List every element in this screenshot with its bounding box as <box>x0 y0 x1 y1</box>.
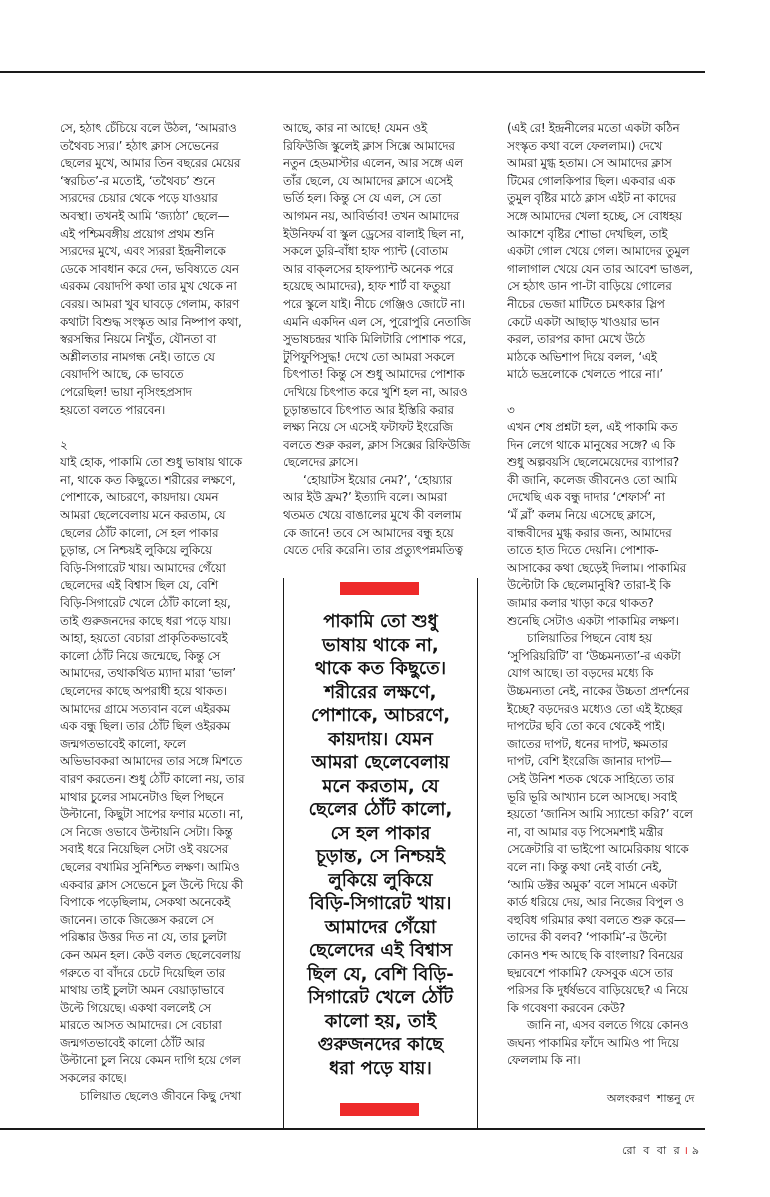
text-line: দিন লেগে থাকে মানুষের সঙ্গে? এ কি <box>507 437 675 452</box>
text-line: যেতে দেরি করেনি। তার প্রত্যুৎপন্নমতিত্ব <box>283 543 463 558</box>
text-line: জানেন। তাকে জিজ্ঞেস করলে সে <box>60 912 214 927</box>
text-line: বিড়ি-সিগারেট খায়। আমাদের গেঁয়ো <box>60 560 226 575</box>
text-line: অশ্লীলতার নামগন্ধ নেই। তাতে যে <box>60 349 215 364</box>
text-line: জন্মগতভাবেই কালো ঠোঁট আর <box>60 1035 205 1050</box>
pull-quote-line: কালো হয়, তাই <box>324 1010 437 1032</box>
text-line: ছদ্মবেশে পাকামি? ফেসবুক এসে তার <box>507 965 673 980</box>
text-line: চূড়ান্তভাবে চিৎপাত আর ইস্তিরি করার <box>283 402 454 417</box>
text-line: কেন অমন হল। কেউ বলত ছেলেবেলায় <box>60 947 241 962</box>
text-line: এমনি একদিন এল সে, পুরোপুরি নেতাজি <box>283 314 471 329</box>
text-line: মারতে আসত আমাদের। সে বেচারা <box>60 1018 222 1033</box>
text-line: তাই গুরুজনদের কাছে ধরা পড়ে যায়। <box>60 613 231 628</box>
text-line: রিফিউজি স্কুলেই ক্লাস সিক্সে আমাদের <box>283 138 455 153</box>
text-line: আকাশে বৃষ্টির শোভা দেখছিল, তাই <box>507 226 668 241</box>
text-line: তাতে হাত দিতে দেয়নি। পোশাক- <box>507 543 659 558</box>
text-line: এরকম বেয়াদপি কথা তার মুখ থেকে না <box>60 279 237 294</box>
text-line: হয়তো ‘জানিস আমি স্যান্ডো করি?’ বলে <box>507 807 693 822</box>
text-line: এই পশ্চিমবঙ্গীয় প্রয়োগ প্রথম শুনি <box>60 226 215 241</box>
text-line: ছেলেদের এই বিশ্বাস ছিল যে, বেশি <box>60 578 218 593</box>
text-line: এখন শেষ প্রশ্নটা হল, এই পাকামি কত <box>507 420 678 435</box>
pull-quote-line: কায়দায়। যেমন <box>328 728 433 750</box>
text-line: সবাই ধরে নিয়েছিল সেটা ওই বয়সের <box>60 842 229 857</box>
page-footer <box>622 1142 701 1161</box>
pull-quote-line: চূড়ান্ত, সে নিশ্চয়ই <box>316 846 445 867</box>
text-line: ছেলের মুখে, আমার তিন বছরের মেয়ের <box>60 156 241 171</box>
text-line: ভূরি ভূরি আখ্যান চলে আসছে। সবাই <box>507 789 677 804</box>
text-line: ‘স্বরচিত’-র মতোই, ‘তথৈবচ’ শুনে <box>60 173 215 188</box>
text-line: কী জানি, কলেজ জীবনেও তো আমি <box>507 472 677 487</box>
text-line: দেখেছি এক বন্ধু দাদার ‘শেফার্স’ না <box>507 490 665 505</box>
text-line: হয়েছে আমাদের), হাফ শার্ট বা ফতুয়া <box>283 279 451 294</box>
text-line: শুনেছি সেটাও একটা পাকামির লক্ষণ। <box>507 613 679 628</box>
pull-quote-line: মনে করতাম, যে <box>322 775 439 797</box>
text-line: উচ্চমন্যতা নেই, নাকের উচ্চতা প্রদর্শনের <box>507 684 690 698</box>
text-line: জানি না, এসব বলতে গিয়ে কোনও <box>527 1018 689 1033</box>
text-line: পোশাকে, আচরণে, কায়দায়। যেমন <box>60 490 219 505</box>
text-line: গরুতে বা বাঁদরে চেটে দিয়েছিল তার <box>60 965 226 980</box>
text-line: উল্টে গিয়েছে। একথা বললেই সে <box>60 1000 211 1015</box>
article-column-3 <box>507 120 719 1070</box>
footer-separator: । <box>683 1144 690 1157</box>
pull-quote-line: ছেলের ঠোঁট কালো, <box>308 799 453 820</box>
pull-quote-text <box>284 610 477 1080</box>
text-line: বলে না। কিন্তু কথা নেই বার্তা নেই, <box>507 859 662 874</box>
text-line: স্যরদের চেয়ার থেকে পড়ে যাওয়ার <box>60 191 218 206</box>
pull-quote-line: পোশাকে, আচরণে, <box>310 705 451 726</box>
pull-quote-line: ভাষায় থাকে না, <box>322 634 439 656</box>
text-line: চিৎপাত! কিন্তু সে শুধু আমাদের পোশাক <box>283 367 465 382</box>
text-line: সুভাষচন্দ্রর খাকি মিলিটারি পোশাক পরে, <box>283 332 466 347</box>
text-line: ফেললাম কি না। <box>507 1053 581 1068</box>
text-line: টুপিফুপিসুদ্ধ! দেখে তো আমরা সকলে <box>283 349 455 364</box>
text-line: ছেলের ঠোঁট কালো, সে হল পাকার <box>60 525 219 540</box>
section-number: ২ <box>60 437 68 452</box>
text-line: দাপটের ছবি তো কবে থেকেই পাই। <box>507 719 665 734</box>
pull-quote-line: ছিল যে, বেশি বিড়ি- <box>307 963 454 985</box>
text-line: দাপট, বেশি ইংরেজি জানার দাপট— <box>507 754 672 769</box>
text-line: ‘মঁ ব্লাঁ’ কলম নিয়ে এসেছে ক্লাসে, <box>507 508 656 523</box>
text-line: কোনও শব্দ আছে কি বাংলায়? বিনয়ের <box>507 947 683 962</box>
text-line: টিমের গোলকিপার ছিল। একবার এক <box>507 173 675 188</box>
text-line: আমাদের, তথাকথিত ম্যাদা মারা ‘ভাল’ <box>60 666 236 681</box>
text-line: ‘আমি ডক্টর অমুক’ বলে সামনে একটা <box>507 877 678 892</box>
text-line: আহা, হয়তো বেচারা প্রাকৃতিকভাবেই <box>60 631 228 646</box>
text-line: আর বাক্‌লসের হাফপ্যান্ট অনেক পরে <box>283 261 454 276</box>
text-line: কি গবেষণা করবেন কেউ? <box>507 1000 626 1015</box>
pull-quote-line: বিড়ি-সিগারেট খায়। <box>309 893 452 914</box>
illustration-credit <box>607 1090 694 1109</box>
text-line: উল্টানো চুল নিয়ে কেমন দাগি হয়ে গেল <box>60 1053 241 1068</box>
text-line: সকলের কাছে। <box>60 1071 127 1086</box>
text-line: সঙ্গে আমাদের খেলা হচ্ছে, সে বোধহয় <box>507 208 682 223</box>
text-line: না, বা আমার বড় পিসেমশাই মন্ত্রীর <box>507 824 664 839</box>
text-line: মাঠে ভদ্রলোকে খেলতে পারে না।’ <box>507 367 663 382</box>
article-column-1 <box>60 120 272 1105</box>
text-line: মাঠকে অভিশাপ দিয়ে বলল, ‘এই <box>507 349 657 364</box>
text-line: আছে, কার না আছে! যেমন ওই <box>283 121 427 135</box>
text-line: আমাদের গ্রামে সত্যবান বলে এইরকম <box>60 701 230 716</box>
text-line: বলতে শুরু করল, ক্লাস সিক্সের রিফিউজি <box>283 437 471 452</box>
text-line: একবার ক্লাস সেভেনে চুল উল্টে দিয়ে কী <box>60 877 243 892</box>
paragraph-gap <box>507 384 719 402</box>
text-line: আমরা মুগ্ধ হতাম। সে আমাদের ক্লাস <box>507 156 672 171</box>
text-line: ছেলেদের কাছে অপরাধী হয়ে থাকত। <box>60 684 227 698</box>
text-line: পরিষ্কার উত্তর দিত না যে, তার চুলটা <box>60 930 227 945</box>
pull-quote-line: থাকে কত কিছুতে। <box>314 658 447 679</box>
text-line: ছেলের বখামির সুনিশ্চিত লক্ষণ। আমিও <box>60 859 240 874</box>
text-line: জামার কলার খাড়া করে থাকত? <box>507 596 654 611</box>
credit-name: শান্তনু দে <box>656 1092 695 1105</box>
text-line: বহুবিধ গরিমার কথা বলতে শুরু করে— <box>507 912 686 927</box>
text-line: বেয়াদপি আছে, কে ভাবতে <box>60 367 184 382</box>
text-line: সকলে ডুরি-বাঁধা হাফ প্যান্ট (বোতাম <box>283 244 448 259</box>
text-line: একটা গোল খেয়ে গেল। আমাদের তুমুল <box>507 244 690 259</box>
text-line: তাদের কী বলব? ‘পাকামি’-র উল্টো <box>507 930 667 945</box>
text-line: কে জানে! তবে সে আমাদের বন্ধু হয়ে <box>283 525 454 540</box>
text-line: মাথার চুলের সামনেটাও ছিল পিছনে <box>60 789 224 804</box>
text-line: নতুন হেডমাস্টার এলেন, আর সঙ্গে এল <box>283 156 463 171</box>
page-number: ৯ <box>691 1144 701 1157</box>
text-line: থতমত খেয়ে বাঙালের মুখে কী বললাম <box>283 508 462 523</box>
text-line: গালাগাল খেয়ে যেন তার আবেশ ভাঙল, <box>507 261 693 276</box>
pull-quote-accent-bar-top <box>340 582 419 595</box>
text-line: কেটে একটা আছাড় খাওয়ার ভান <box>507 314 660 329</box>
text-line: ইচ্ছে? বড়দেরও মধ্যেও তো এই ইচ্ছের <box>507 701 683 716</box>
text-line: যাই হোক, পাকামি তো শুধু ভাষায় থাকে <box>60 455 242 470</box>
pull-quote-line: গুরুজনদের কাছে <box>317 1034 444 1055</box>
pull-quote-line: ধরা পড়ে যায়। <box>329 1057 432 1079</box>
text-line: কথাটা বিশুদ্ধ সংস্কৃত আর নিষ্পাপ কথা, <box>60 314 242 329</box>
text-line: তুমুল বৃষ্টির মাঠে ক্লাস এইট না কাদের <box>507 191 676 206</box>
text-line: তথৈবচ স্যর।’ হঠাৎ ক্লাস সেভেনের <box>60 138 219 153</box>
pull-quote-line: লুকিয়ে লুকিয়ে <box>328 869 433 891</box>
pull-quote-line: আমাদের গেঁয়ো <box>324 916 437 938</box>
text-line: ‘হোয়াটস ইয়োর নেম?’, ‘হোয়্যার <box>303 472 452 487</box>
text-line: লক্ষ্য নিয়ে সে এসেই ফটাফট ইংরেজি <box>283 420 453 435</box>
credit-label: অলংকরণ <box>607 1092 650 1105</box>
text-line: সংস্কৃত কথা বলে ফেললাম।) দেখে <box>507 138 662 153</box>
text-line: স্বরসন্ধির নিয়মে নিখুঁত, যৌনতা বা <box>60 332 217 347</box>
pull-quote-line: পাকামি তো শুধু <box>323 611 438 632</box>
text-line: ভর্তি হল। কিন্তু সে যে এল, সে তো <box>283 191 442 206</box>
bottom-rule <box>0 1128 705 1130</box>
text-line: সে নিজে ওভাবে উল্টায়নি সেটা। কিন্তু <box>60 824 233 839</box>
text-line: জঘন্য পাকামির ফাঁদে আমিও পা দিয়ে <box>507 1035 679 1050</box>
text-line: উল্টোটা কি ছেলেমানুষি? তারা-ই কি <box>507 578 671 593</box>
pull-quote-line: শরীরের লক্ষণে, <box>324 681 437 703</box>
pull-quote-box <box>283 578 478 1128</box>
pull-quote-line: ছেলেদের এই বিশ্বাস <box>308 940 453 961</box>
text-line: কার্ড ধরিয়ে দেয়, আর নিজের বিপুল ও <box>507 895 684 910</box>
paragraph-gap <box>60 419 272 437</box>
text-line: বেরয়। আমরা খুব ঘাবড়ে গেলাম, কারণ <box>60 296 240 311</box>
text-line: তাঁর ছেলে, যে আমাদের ক্লাসে এসেই <box>283 173 453 188</box>
text-line: সে, হঠাৎ চেঁচিয়ে বলে উঠল, ‘আমরাও <box>60 121 237 135</box>
top-rule <box>0 71 705 73</box>
text-line: হয়তো বলতে পারবেন। <box>60 402 166 417</box>
text-line: চূড়ান্ত, সে নিশ্চয়ই লুকিয়ে লুকিয়ে <box>60 543 212 558</box>
text-line: (এই রে! ইন্দ্রনীলের মতো একটা কঠিন <box>507 121 680 135</box>
text-line: না, থাকে কত কিছুতে। শরীরের লক্ষণে, <box>60 472 236 487</box>
article-column-2 <box>283 120 495 560</box>
text-line: সেক্রেটারি বা ভাইপো আমেরিকায় থাকে <box>507 842 689 857</box>
text-line: ছেলেদের ক্লাসে। <box>283 455 358 470</box>
text-line: এক বন্ধু ছিল। তার ঠোঁট ছিল ওইরকম <box>60 719 231 734</box>
text-line: চালিয়াত ছেলেও জীবনে কিছু দেখা <box>80 1088 241 1103</box>
text-line: চালিয়াতির পিছনে বোধ হয় <box>527 631 652 646</box>
text-line: পরিসর কি দুর্ধর্ষভবে বাড়িয়েছে? এ নিয়ে <box>507 983 688 998</box>
text-line: যোগ আছে। তা বড়দের মধ্যে কি <box>507 666 654 681</box>
pull-quote-line: সিগারেট খেলে ঠোঁট <box>307 987 454 1008</box>
text-line: বারণ করতেন। শুধু ঠোঁট কালো নয়, তার <box>60 771 245 786</box>
pull-quote-accent-bar-bottom <box>340 1103 419 1116</box>
text-line: ‘সুপিরিয়রিটি’ বা ‘উচ্চমন্যতা’-র একটা <box>507 648 681 663</box>
footer-section-name: রো ব বা র <box>622 1144 682 1157</box>
text-line: দেখিয়ে চিৎপাত করে খুশি হল না, আরও <box>283 384 468 399</box>
text-line: শুধু অল্পবয়সি ছেলেমেয়েদের ব্যাপার? <box>507 455 679 470</box>
pull-quote-line: আমরা ছেলেবেলায় <box>311 752 450 773</box>
text-line: করল, তারপর কাদা মেখে উঠে <box>507 332 645 347</box>
text-line: অভিভাবকরা আমাদের তার সঙ্গে মিশতে <box>60 754 242 769</box>
text-line: স্যরদের মুখে, এবং স্যররা ইন্দ্রনীলকে <box>60 244 226 259</box>
text-line: বিপাকে পড়েছিলাম, সেকথা অনেকেই <box>60 895 231 910</box>
text-line: অবস্থা। তখনই আমি ‘জ্যাঠা’ ছেলে— <box>60 208 230 223</box>
text-line: উল্টানো, কিছুটা সাপের ফণার মতো। না, <box>60 807 244 822</box>
text-line: সে হঠাৎ ডান পা-টা বাড়িয়ে গোলের <box>507 279 672 294</box>
text-line: কালো ঠোঁট নিয়ে জন্মেছে, কিন্তু সে <box>60 648 221 663</box>
text-line: পেরেছিল! ভায়া নৃসিংহপ্রসাদ <box>60 384 192 399</box>
text-line: জন্মগতভাবেই কালো, ফলে <box>60 736 186 751</box>
text-line: নীচের ভেজা মাটিতে চমৎকার স্লিপ <box>507 296 665 311</box>
section-number: ৩ <box>507 402 515 417</box>
text-line: বান্ধবীদের মুগ্ধ করার জন্য, আমাদের <box>507 525 672 540</box>
text-line: পরে স্কুলে যাই। নীচে গেঞ্জিও জোটে না। <box>283 296 465 311</box>
text-line: আমরা ছেলেবেলায় মনে করতাম, যে <box>60 508 226 523</box>
text-line: মাথায় তাই চুলটা অমন বেয়াড়াভাবে <box>60 983 225 998</box>
text-line: ডেকে সাবধান করে দেন, ভবিষ্যতে যেন <box>60 261 239 276</box>
text-line: আসাকের কথা ছেড়েই দিলাম। পাকামির <box>507 560 686 575</box>
text-line: আর ইউ ফ্রম?’ ইত্যাদি বলে। আমরা <box>283 490 447 505</box>
text-line: বিড়ি-সিগারেট খেলে ঠোঁট কালো হয়, <box>60 596 231 611</box>
text-line: ইউনিফর্ম বা স্কুল ড্রেসের বালাই ছিল না, <box>283 226 464 241</box>
pull-quote-line: সে হল পাকার <box>330 822 431 844</box>
text-line: আগমন নয়, আবির্ভাব! তখন আমাদের <box>283 208 460 223</box>
text-line: জাতের দাপট, ধনের দাপট, ক্ষমতার <box>507 736 668 751</box>
text-line: সেই উনিশ শতক থেকে সাহিত্যে তার <box>507 771 675 786</box>
